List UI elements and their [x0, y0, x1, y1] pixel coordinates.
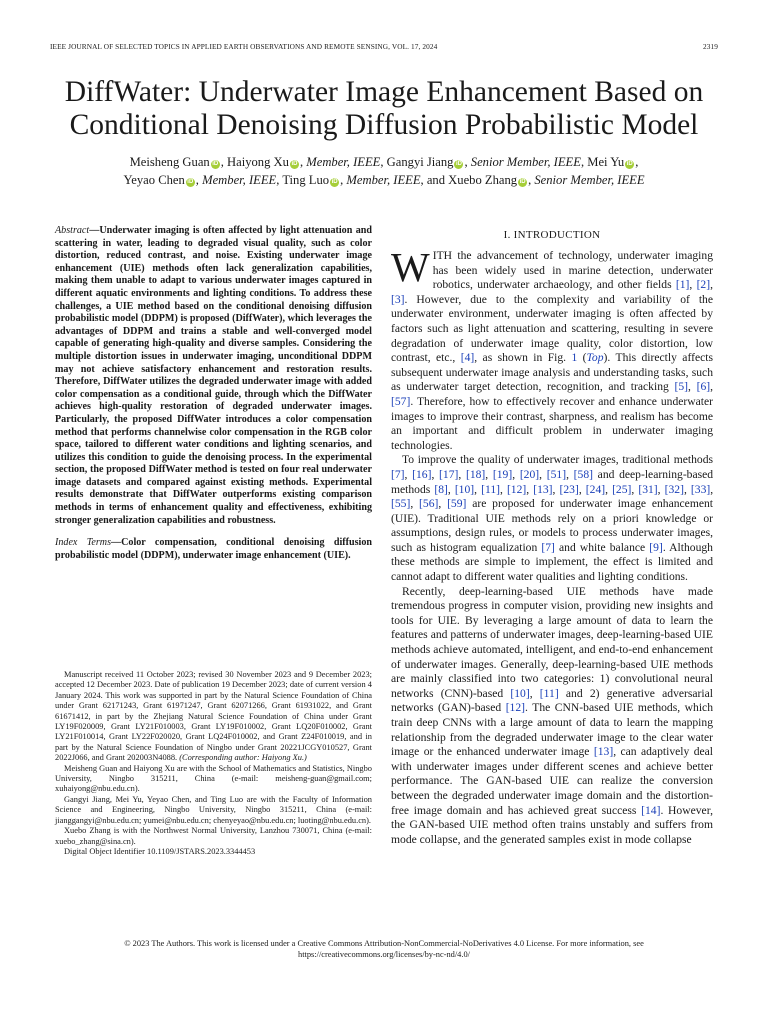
orcid-icon[interactable]: iD — [187, 179, 194, 185]
citation-link[interactable]: [13] — [533, 482, 553, 496]
author-name: Gangyi Jiang — [386, 155, 454, 169]
author-name: Haiyong Xu — [227, 155, 289, 169]
citation-link[interactable]: [10] — [510, 686, 530, 700]
citation-link[interactable]: [5] — [674, 380, 688, 394]
abstract — [55, 225, 372, 527]
author-name: Mei Yu — [587, 155, 625, 169]
orcid-icon[interactable]: iD — [212, 161, 219, 167]
journal-name: IEEE JOURNAL OF SELECTED TOPICS IN APPLIED EARTH OBSERVATIONS AND REMOTE SENSING, VOL. 17, 2024 — [50, 42, 438, 51]
body-text-run: and white balance — [554, 540, 650, 554]
intro-paragraph-3 — [391, 585, 713, 848]
body-text-run: , — [657, 482, 665, 496]
citation-link[interactable]: Top — [586, 351, 604, 365]
citation-link[interactable]: [17] — [439, 467, 459, 481]
citation-link[interactable]: [23] — [559, 482, 579, 496]
citation-link[interactable]: [58] — [573, 467, 593, 481]
author-role: Senior Member, IEEE — [534, 173, 645, 187]
left-column — [55, 225, 372, 562]
body-text-run: , — [710, 380, 714, 394]
body-text-run: , — [474, 482, 482, 496]
citation-link[interactable]: [12] — [505, 701, 526, 715]
author-name: Yeyao Chen — [123, 173, 185, 187]
affiliation-note: Xuebo Zhang is with the Northwest Normal University, Lanzhou 730071, China (e-mail: xuebo_zhang@sina.cn). — [55, 826, 372, 846]
body-text-run: , — [683, 482, 691, 496]
body-text-run: ( — [577, 351, 587, 365]
body-text-run: ). This directly affects subsequent underwater image analysis and understanding tasks, such as underwater target detection, recognition, and tracking — [391, 351, 713, 394]
body-text-run: , — [529, 686, 540, 700]
author-line-1: Meisheng Guan iD , Haiyong Xu iD , Member, IEEE, Gangyi Jiang iD , Senior Member, IEEE, Mei Yu iD , — [129, 155, 639, 169]
citation-link[interactable]: [16] — [412, 467, 432, 481]
body-text-run: , — [404, 467, 413, 481]
citation-link[interactable]: [10] — [454, 482, 475, 496]
author-role: Member, IEEE — [306, 155, 381, 169]
running-head — [50, 42, 718, 51]
body-text-run: , — [578, 482, 586, 496]
citation-link[interactable]: [9] — [649, 540, 663, 554]
citation-link[interactable]: [51] — [546, 467, 567, 481]
body-text-run: , as shown in Fig. — [474, 351, 572, 365]
citation-link[interactable]: [12] — [506, 482, 527, 496]
citation-link[interactable]: [57] — [391, 394, 411, 408]
body-text-run: . Therefore, how to effectively recover and enhance underwater images to improve their contrast, sharpness, and realism has become an important and difficult problem in underwater imaging technologies. — [391, 394, 713, 452]
body-text-run: , — [447, 482, 455, 496]
author-role: Senior Member, IEEE — [470, 155, 581, 169]
license-notice — [40, 938, 728, 960]
body-text-run: . However, due to the complexity and variability of the underwater environment, underwater imaging is often affected by factors such as light attenuation and scattering, resulting in severe degradation of underwater image quality, color distortion, low contrast, etc., — [391, 292, 713, 365]
citation-link[interactable]: [7] — [391, 467, 405, 481]
body-text-run: , — [539, 467, 547, 481]
body-text-run: , — [512, 467, 520, 481]
citation-link[interactable]: [32] — [664, 482, 684, 496]
body-text-run: , — [552, 482, 560, 496]
body-text-run: ITH the advancement of technology, underwater imaging has been widely used in marine detection, underwater robotics, underwater archaeology, and other fields — [432, 249, 713, 292]
index-terms — [55, 537, 372, 562]
body-text-run: , — [605, 482, 613, 496]
body-text-run: and 2) generative adversarial networks (GAN)-based — [391, 686, 714, 715]
index-terms-label: Index Terms — [55, 537, 112, 549]
introduction-body — [391, 244, 714, 847]
title-line-2: Conditional Denoising Diffusion Probabilistic Model — [69, 109, 699, 141]
license-url[interactable]: https://creativecommons.org/licenses/by-nc-nd/4.0/ — [298, 950, 470, 959]
author-list — [40, 153, 728, 189]
body-text-run: , — [566, 467, 574, 481]
citation-link[interactable]: [33] — [690, 482, 711, 496]
orcid-icon[interactable]: iD — [291, 161, 298, 167]
citation-link[interactable]: [4] — [460, 351, 475, 365]
citation-link[interactable]: 1 — [571, 351, 578, 365]
body-text-run: Recently, deep-learning-based UIE methods have made tremendous progress in computer vision, providing new insights and tools for UIE. By leveraging a large amount of data to learn the features and patterns of underwater images, deep-learning-based UIE methods achieve automated, intelligent, and end-to-end enhancement of underwater images. Generally, deep-learning-based UIE methods are mainly classified into two categories: 1) convolutional neural networks (CNN)-based — [391, 584, 713, 700]
citation-link[interactable]: [2] — [696, 278, 711, 292]
body-text-run: . However, the GAN-based UIE method often trains unstably and suffers from mode collapse, and the generated samples exist in mode collapse — [391, 803, 713, 846]
citation-link[interactable]: [19] — [492, 467, 513, 481]
body-text-run: , — [485, 467, 493, 481]
orcid-icon[interactable]: iD — [626, 161, 633, 167]
body-text-run: . The CNN-based UIE methods, which train deep CNNs with a large amount of data to learn the mapping relationship from the degraded underwater image to the clear water image or the enhanced underwater image — [391, 701, 713, 759]
author-role: Member, IEEE — [346, 173, 421, 187]
body-text-run: , — [689, 278, 697, 292]
drop-cap: W — [391, 244, 430, 290]
abstract-label: Abstract — [55, 225, 90, 236]
citation-link[interactable]: [59] — [447, 497, 467, 511]
first-page-footnote — [55, 670, 372, 857]
author-name: Xuebo Zhang — [448, 173, 518, 187]
page-number: 2319 — [703, 42, 718, 51]
citation-link[interactable]: [25] — [612, 482, 632, 496]
body-text-run: , — [499, 482, 507, 496]
citation-link[interactable]: [55] — [391, 497, 411, 511]
funding-note — [55, 670, 372, 764]
citation-link[interactable]: [7] — [541, 540, 555, 554]
citation-link[interactable]: [20] — [519, 467, 540, 481]
license-line-1: © 2023 The Authors. This work is licensed under a Creative Commons Attribution-NonCommercial-NoDerivatives 4.0 License. For more information, see — [124, 939, 644, 948]
body-text-run: are proposed for underwater image enhancement (UIE). Traditional UIE methods rely on a priori knowledge or assumptions, design rules, or models to process underwater images, such as histogram equalization — [391, 497, 713, 554]
citation-link[interactable]: [56] — [419, 497, 439, 511]
body-text-run: , — [458, 467, 466, 481]
corresponding-author: (Corresponding author: Haiyong Xu.) — [179, 753, 307, 763]
right-column — [391, 225, 713, 847]
body-text-run: , — [431, 467, 440, 481]
index-terms-text: —Color compensation, conditional denoising diffusion probabilistic model (DDPM), underwater image enhancement (UIE). — [55, 537, 372, 561]
body-text-run: , — [710, 278, 713, 292]
body-text-run: , — [438, 497, 448, 511]
section-heading: I. INTRODUCTION — [503, 229, 601, 241]
body-text-run: To improve the quality of underwater images, traditional methods — [402, 453, 713, 467]
body-text-run: , — [631, 482, 639, 496]
citation-link[interactable]: [11] — [539, 686, 559, 700]
body-text-run: , — [526, 482, 534, 496]
orcid-icon[interactable]: iD — [331, 179, 338, 185]
citation-link[interactable]: [8] — [434, 482, 448, 496]
citation-link[interactable]: [31] — [638, 482, 658, 496]
body-text-run: , — [410, 497, 420, 511]
paper-title — [30, 76, 738, 142]
author-line-2: Yeyao Chen iD , Member, IEEE, Ting Luo iD , Member, IEEE, and Xuebo Zhang iD , Senior Member, IEEE — [123, 173, 645, 187]
citation-link[interactable]: [11] — [481, 482, 500, 496]
body-text-run: , can adaptively deal with underwater images under different scenes and achieve better performance. The GAN-based UIE can realize the conversion between the degraded underwater image domain and the distortion-free image domain and has achieved great success — [391, 745, 713, 817]
doi-note: Digital Object Identifier 10.1109/JSTARS.2023.3344453 — [64, 846, 256, 856]
abstract-text: —Underwater imaging is often affected by light attenuation and scattering in water, leading to degraded visual quality, such as color distortion, reduced contrast, and noise. Existing underwater image enhancement (UIE) methods often lack generalization capabilities, making them unable to adapt to various underwater images captured in different aquatic environments and lighting conditions. To address these challenges, a UIE method based on the conditional denoising diffusion probabilistic model (DDPM) is proposed (DiffWater), which leverages the advantages of DDPM and trains a stable and well-converged model capable of generating high-quality and diverse samples. Considering the multiple distortion issues in underwater imaging, unconditional DDPM may not achieve satisfactory enhancement and restoration results. Therefore, DiffWater utilizes the degraded underwater image with added color compensation as a conditional guide, through which the DiffWater achieves high-quality restoration of degraded underwater images. Particularly, the proposed DiffWater introduces a color compensation method that performs channelwise color compensation in the RGB color space, tailored to different water conditions and lighting scenarios, and utilizes this condition to guide the denoising process. In the experimental section, the proposed DiffWater method is tested on four real underwater image datasets and compared against existing methods. Experimental results demonstrate that DiffWater outperforms existing comparison methods in terms of enhancement quality and effectiveness, exhibiting stronger generalization capabilities and robustness. — [55, 225, 372, 526]
citation-link[interactable]: [6] — [696, 380, 711, 394]
title-line-1: DiffWater: Underwater Image Enhancement Based on — [64, 76, 704, 108]
body-text-run: and deep-learning-based methods — [391, 467, 714, 496]
orcid-icon[interactable]: iD — [519, 179, 526, 185]
author-name: Meisheng Guan — [129, 155, 210, 169]
body-text-run: . Although these methods are simple to implement, the effect is limited and cannot adapt to different water qualities and lighting conditions. — [391, 540, 713, 584]
body-text-run: , — [710, 482, 714, 496]
intro-paragraph-2 — [391, 453, 713, 584]
author-name: Ting Luo — [282, 173, 330, 187]
orcid-icon[interactable]: iD — [455, 161, 462, 167]
citation-link[interactable]: [13] — [593, 745, 614, 759]
citation-link[interactable]: [3] — [391, 292, 405, 306]
citation-link[interactable]: [1] — [675, 278, 690, 292]
citation-link[interactable]: [14] — [641, 803, 661, 817]
intro-paragraph-1 — [391, 244, 714, 453]
affiliation-note: Meisheng Guan and Haiyong Xu are with the School of Mathematics and Statistics, Ningbo University, Ningbo 315211, China (e-mail: meisheng-guan@gmail.com; xuhaiyong@nbu.edu.cn). — [55, 763, 372, 794]
citation-link[interactable]: [18] — [465, 467, 486, 481]
body-text-run: , — [688, 380, 697, 394]
citation-link[interactable]: [24] — [585, 482, 606, 496]
funding-text: Manuscript received 11 October 2023; revised 30 November 2023 and 9 December 2023; accepted 12 December 2023. Date of publication 19 December 2023; date of current version 4 January 2024. This work was supported in part by the Natural Science Foundation of China under Grant 62171243, Grant 61971247, Grant 62071266, Grant 61931022, and Grant 61671412, in part by the Zhejiang Natural Science Foundation of China under Grant LY19F020009, Grant LY21F010003, Grant LY19F010002, Grant LQ20F010002, Grant LY21F010014, Grant LY22F020020, Grant LQ24F010002, and Grant Z24F010019, and in part by the Natural Science Foundation of Ningbo under Grant 20221JCGY010527, Grant 2022J066, and Grant 202003N4088. — [55, 670, 372, 763]
affiliation-note: Gangyi Jiang, Mei Yu, Yeyao Chen, and Ting Luo are with the Faculty of Information Science and Engineering, Ningbo University, Ningbo 315211, China (e-mail: jianggangyi@nbu.edu.cn; yumei@nbu.edu.cn; chenyeyao@nbu.edu.cn; luoting@nbu.edu.cn). — [55, 794, 372, 825]
author-role: Member, IEEE — [202, 173, 277, 187]
